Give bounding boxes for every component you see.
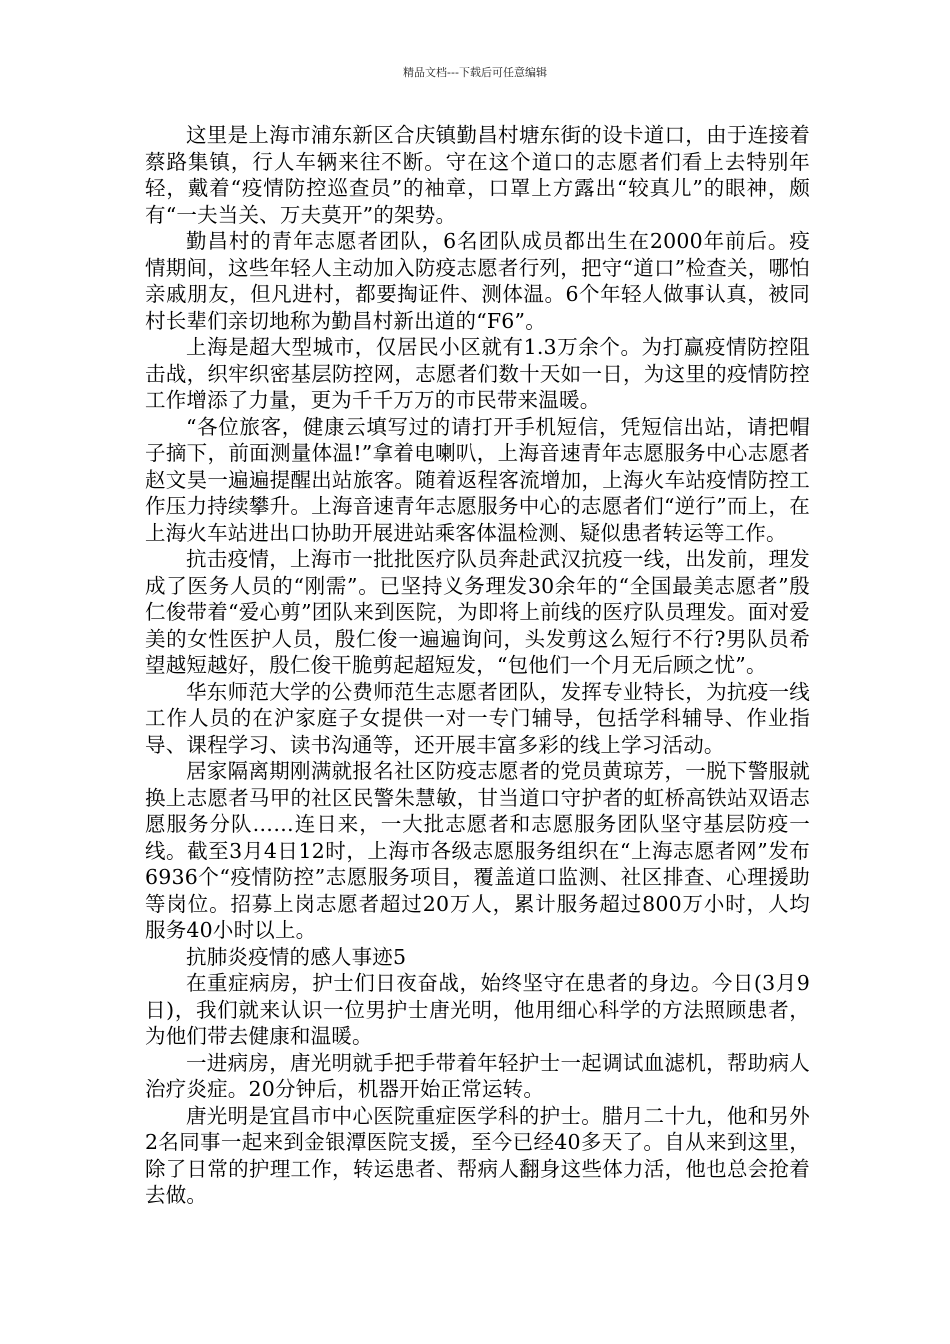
- section-heading: 抗肺炎疫情的感人事迹5: [186, 944, 407, 969]
- paragraph: 抗击疫情，上海市一批批医疗队员奔赴武汉抗疫一线，出发前，理发成了医务人员的“刚需”。已坚持义务理发30余年的“全国最美志愿者”殷仁俊带着“爱心剪”团队来到医院，为即将上前线的医疗队员理发。面对爱美的女性医护人员，殷仁俊一遍遍询问，头发剪这么短行不行?男队员希望越短越好，殷仁俊干脆剪起超短发，“包他们一个月无后顾之忧”。: [145, 547, 810, 677]
- paragraph: 上海是超大型城市，仅居民小区就有1.3万余个。为打赢疫情防控阻击战，织牢织密基层防控网，志愿者们数十天如一日，为这里的疫情防控工作增添了力量，更为千千万万的市民带来温暖。: [145, 335, 810, 412]
- paragraph: 勤昌村的青年志愿者团队，6名团队成员都出生在2000年前后。疫情期间，这些年轻人主动加入防疫志愿者行列，把守“道口”检查关，哪怕亲戚朋友，但凡进村，都要掏证件、测体温。6个年轻人做事认真，被同村长辈们亲切地称为勤昌村新出道的“F6”。: [145, 229, 810, 333]
- paragraph: 唐光明是宜昌市中心医院重症医学科的护士。腊月二十九，他和另外2名同事一起来到金银潭医院支援，至今已经40多天了。自从来到这里，除了日常的护理工作，转运患者、帮病人翻身这些体力活，他也总会抢着去做。: [145, 1103, 810, 1207]
- paragraph: 在重症病房，护士们日夜奋战，始终坚守在患者的身边。今日(3月9日)，我们就来认识一位男护士唐光明，他用细心科学的方法照顾患者，为他们带去健康和温暖。: [145, 971, 810, 1048]
- page-header: 精品文档---下载后可任意编辑: [403, 66, 547, 79]
- paragraph: “各位旅客，健康云填写过的请打开手机短信，凭短信出站，请把帽子摘下，前面测量体温!”拿着电喇叭，上海音速青年志愿服务中心志愿者赵文昊一遍遍提醒出站旅客。随着返程客流增加，上海火车站疫情防控工作压力持续攀升。上海音速青年志愿服务中心的志愿者们“逆行”而上，在上海火车站进出口协助开展进站乘客体温检测、疑似患者转运等工作。: [145, 414, 810, 545]
- paragraph: 居家隔离期刚满就报名社区防疫志愿者的党员黄琼芳，一脱下警服就换上志愿者马甲的社区民警朱慧敏，甘当道口守护者的虹桥高铁站双语志愿服务分队……连日来，一大批志愿者和志愿服务团队坚守基层防疫一线。截至3月4日12时，上海市各级志愿服务组织在“上海志愿者网”发布6936个“疫情防控”志愿服务项目，覆盖道口监测、社区排查、心理援助等岗位。招募上岗志愿者超过20万人，累计服务超过800万小时，人均服务40小时以上。: [145, 759, 810, 942]
- paragraph: 这里是上海市浦东新区合庆镇勤昌村塘东街的设卡道口，由于连接着蔡路集镇，行人车辆来往不断。守在这个道口的志愿者们看上去特别年轻，戴着“疫情防控巡查员”的袖章，口罩上方露出“较真儿”的眼神，颇有“一夫当关、万夫莫开”的架势。: [145, 123, 810, 227]
- paragraph: 华东师范大学的公费师范生志愿者团队，发挥专业特长，为抗疫一线工作人员的在沪家庭子女提供一对一专门辅导，包括学科辅导、作业指导、课程学习、读书沟通等，还开展丰富多彩的线上学习活动。: [145, 679, 810, 757]
- document-body: [145, 122, 810, 1209]
- paragraph: 一进病房，唐光明就手把手带着年轻护士一起调试血滤机，帮助病人治疗炎症。20分钟后，机器开始正常运转。: [145, 1050, 810, 1101]
